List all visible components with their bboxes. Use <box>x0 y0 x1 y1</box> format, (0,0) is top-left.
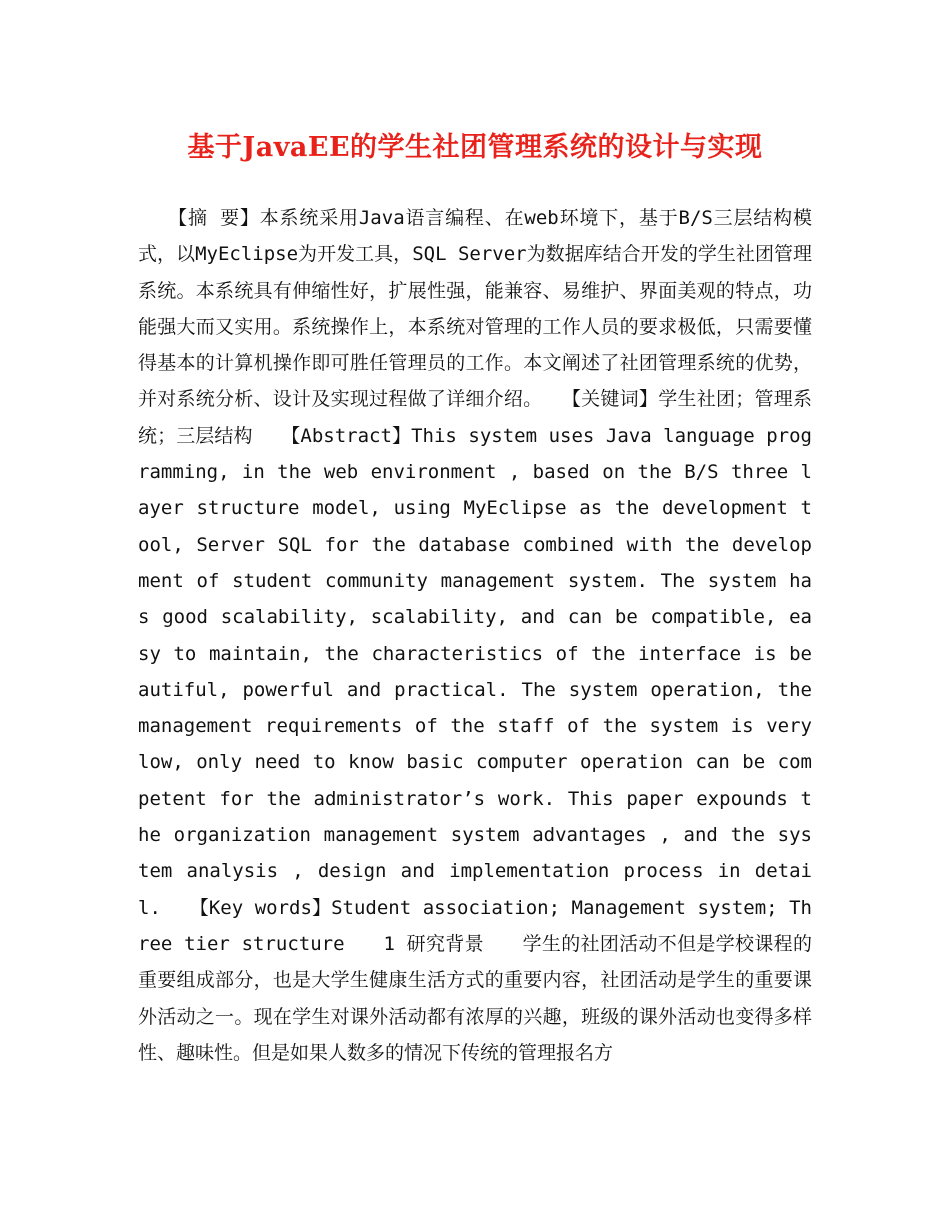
document-body <box>138 200 824 1071</box>
body-paragraph: 【摘 要】本系统采用Java语言编程、在web环境下，基于B/S三层结构模式，以MyEclipse为开发工具，SQL Server为数据库结合开发的学生社团管理系统。本系统具有伸缩性好，扩展性强，能兼容、易维护、界面美观的特点，功能强大而又实用。系统操作上，本系统对管理的工作人员的要求极低，只需要懂得基本的计算机操作即可胜任管理员的工作。本文阐述了社团管理系统的优势，并对系统分析、设计及实现过程做了详细介绍。 【关键词】学生社团；管理系统；三层结构 【Abstract】This system uses Java language programming, in the web environment , based on the B/S three layer structure model, using MyEclipse as the development tool, Server SQL for the database combined with the development of student community management system. The system has good scalability, scalability, and can be compatible, easy to maintain, the characteristics of the interface is beautiful, powerful and practical. The system operation, the management requirements of the staff of the system is very low, only need to know basic computer operation can be competent for the administrator’s work. This paper expounds the organization management system advantages , and the system analysis , design and implementation process in detail. 【Key words】Student association; Management system; Three tier structure 1 研究背景 学生的社团活动不但是学校课程的重要组成部分，也是大学生健康生活方式的重要内容，社团活动是学生的重要课外活动之一。现在学生对课外活动都有浓厚的兴趣，班级的课外活动也变得多样性、趣味性。但是如果人数多的情况下传统的管理报名方 <box>138 207 824 1064</box>
document-title: 基于JavaEE的学生社团管理系统的设计与实现 <box>187 132 763 163</box>
